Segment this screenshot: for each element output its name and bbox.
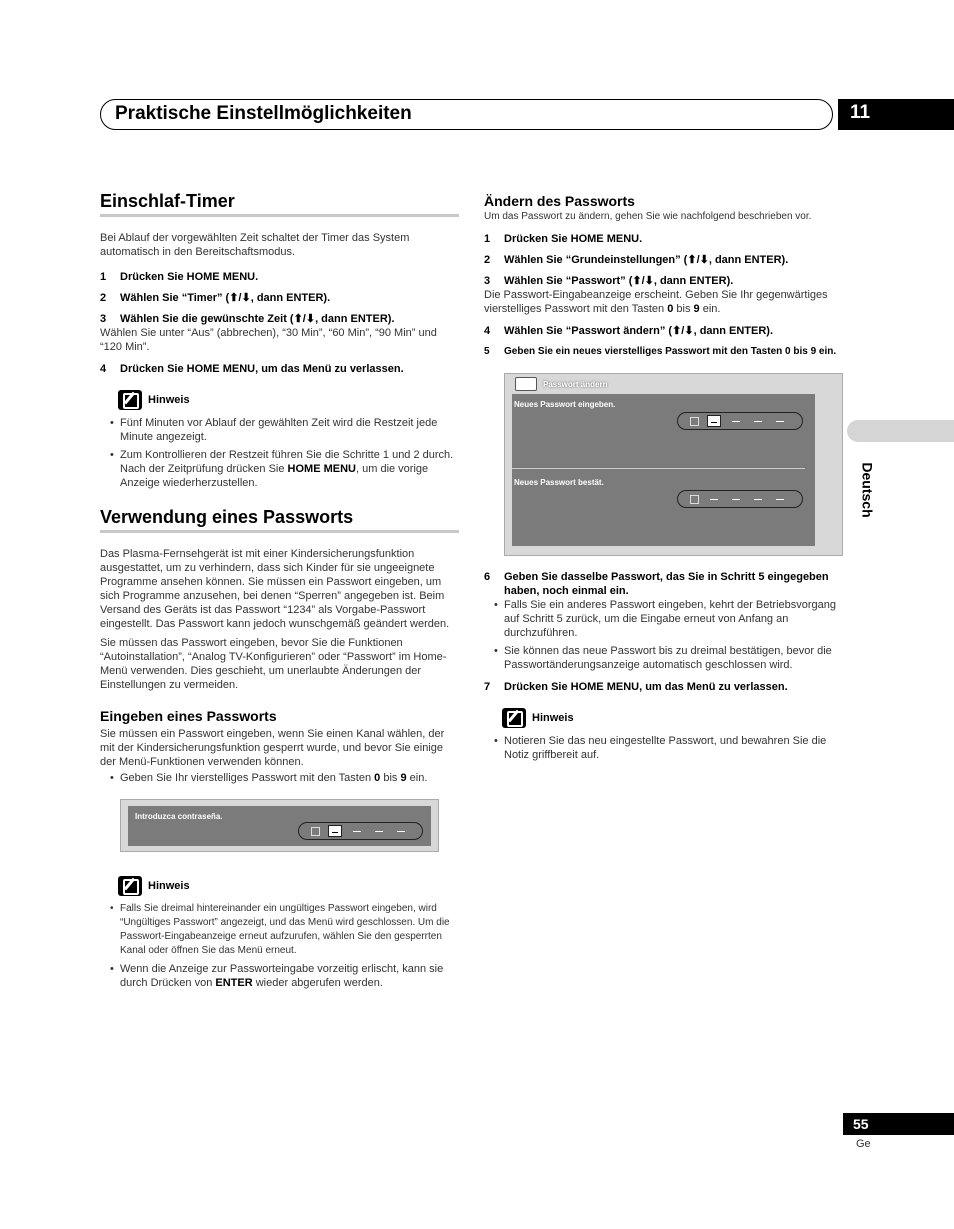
- password-digit: [773, 493, 787, 505]
- divider: [512, 468, 805, 469]
- screen-prompt: Introduzca contraseña.: [135, 812, 223, 821]
- keypad-icon: [690, 417, 699, 426]
- sleep-step-3: 3 Wählen Sie die gewünschte Zeit (⬆/⬇, dann ENTER).: [100, 313, 395, 325]
- change-step-6: 6 Geben Sie dasselbe Passwort, das Sie in Schritt 5 eingegeben haben, noch einmal ein.: [484, 571, 829, 597]
- change-step-1: 1 Drücken Sie HOME MENU.: [484, 233, 643, 245]
- section-title-sleep-timer: Einschlaf-Timer: [100, 194, 459, 217]
- change-step-7: 7 Drücken Sie HOME MENU, um das Menü zu verlassen.: [484, 681, 788, 693]
- sleep-step-2: 2 Wählen Sie “Timer” (⬆/⬇, dann ENTER).: [100, 292, 331, 304]
- menu-icon: [515, 377, 537, 391]
- note-header-1: [118, 390, 459, 410]
- note-list-2: [100, 902, 459, 990]
- sleep-step-4: 4 Drücken Sie HOME MENU, um das Menü zu verlassen.: [100, 363, 404, 375]
- new-password-label: Neues Passwort eingeben.: [514, 400, 616, 409]
- password-digit: [372, 825, 386, 837]
- password-paragraph-2: Sie müssen das Passwort eingeben, bevor Sie die Funktionen “Autoinstallation”, “Analog TV-Konfigurieren” oder “Passwort” im Home-Menü verwenden. Dies geschieht, um unerlaubte Änderungen der Einstellungen zu vermeiden.: [100, 637, 447, 691]
- screen-panel: [128, 806, 431, 846]
- step-6-item: • Sie können das neue Passwort bis zu dreimal bestätigen, bevor die Passwortänderungsanzeige automatisch geschlossen wird.: [484, 644, 844, 672]
- change-step-4: 4 Wählen Sie “Passwort ändern” (⬆/⬇, dann ENTER).: [484, 325, 774, 337]
- page-number-badge: [843, 1113, 954, 1135]
- note-item: • Fünf Minuten vor Ablauf der gewählten Zeit wird die Restzeit jede Minute angezeigt.: [100, 416, 459, 444]
- note-pencil-icon: [502, 708, 526, 728]
- password-digit: [751, 415, 765, 427]
- note-item: • Notieren Sie das neu eingestellte Passwort, und bewahren Sie die Notiz griffbereit auf.: [484, 734, 844, 762]
- screen-panel: [512, 394, 815, 546]
- subsection-change-password: Ändern des Passworts: [484, 193, 635, 209]
- password-paragraph-1: Das Plasma-Fernsehgerät ist mit einer Kindersicherungsfunktion ausgestattet, um zu verhindern, dass sich Kinder für sie ungeeignete Programme ansehen können. Sie müssen ein Passwort eingeben, um sich Programme anzusehen, bei denen “Sperren” angegeben ist. Beim Versand des Geräts ist das Passwort “1234” als Vorgabe-Passwort eingestellt. Das Passwort kann jedoch wunschgemäß geändert werden.: [100, 548, 450, 630]
- language-tab-label: Deutsch: [859, 462, 876, 518]
- password-digit: [773, 415, 787, 427]
- password-digit: [751, 493, 765, 505]
- keypad-icon: [690, 495, 699, 504]
- note-title: Hinweis: [148, 394, 190, 406]
- step-6-list: [484, 598, 844, 672]
- left-column: [100, 191, 459, 996]
- password-digit: [707, 493, 721, 505]
- confirm-password-label: Neues Passwort bestät.: [514, 478, 604, 487]
- note-item: • Wenn die Anzeige zur Passworteingabe vorzeitig erlischt, kann sie durch Drücken von ENTER wieder abgerufen werden.: [100, 962, 459, 990]
- enter-password-paragraph: Sie müssen ein Passwort eingeben, wenn Sie einen Kanal wählen, der mit der Kindersicherungsfunktion gesperrt wurde, und bevor Sie einige der Menü-Funktionen verwenden können.: [100, 728, 445, 768]
- header-bar: [100, 99, 833, 130]
- note-title: Hinweis: [532, 712, 574, 724]
- password-field[interactable]: [298, 822, 423, 840]
- note-header-3: [502, 708, 844, 728]
- subsection-enter-password: Eingeben eines Passworts: [100, 708, 277, 724]
- language-tab-label-box: [850, 464, 890, 524]
- chapter-number: 11: [850, 102, 871, 123]
- note-title: Hinweis: [148, 880, 190, 892]
- right-column: [484, 194, 844, 768]
- change-step-3-detail: Die Passwort-Eingabeanzeige erscheint. Geben Sie Ihr gegenwärtiges vierstelliges Passwort mit den Tasten 0 bis 9 ein.: [484, 289, 828, 315]
- password-digit: [394, 825, 408, 837]
- confirm-password-field[interactable]: [677, 490, 803, 508]
- page-number: 55: [853, 1116, 869, 1132]
- password-digit: [729, 415, 743, 427]
- password-digit: [707, 415, 721, 427]
- page-title: Praktische Einstellmöglichkeiten: [115, 103, 412, 124]
- enter-password-list: [100, 771, 459, 785]
- note-item: • Zum Kontrollieren der Restzeit führen Sie die Schritte 1 und 2 durch. Nach der Zeitprüfung drücken Sie HOME MENU, um die vorige Anzeige wiederherzustellen.: [100, 448, 459, 490]
- screen-title: Passwort ändern: [543, 380, 608, 389]
- password-digit: [350, 825, 364, 837]
- change-password-intro: Um das Passwort zu ändern, gehen Sie wie nachfolgend beschrieben vor.: [484, 211, 812, 222]
- section-title-password: Verwendung eines Passworts: [100, 510, 459, 533]
- password-entry-screen: [120, 799, 439, 852]
- keypad-icon: [311, 827, 320, 836]
- note-pencil-icon: [118, 390, 142, 410]
- sleep-step-3-detail: Wählen Sie unter “Aus” (abbrechen), “30 Min”, “60 Min”, “90 Min” und “120 Min”.: [100, 327, 437, 353]
- sleep-intro: Bei Ablauf der vorgewählten Zeit schaltet der Timer das System automatisch in den Bereitschaftsmodus.: [100, 232, 410, 258]
- change-step-3: 3 Wählen Sie “Passwort” (⬆/⬇, dann ENTER).: [484, 275, 734, 287]
- password-digit: [729, 493, 743, 505]
- note-list-3: [484, 734, 844, 762]
- chapter-badge: [838, 99, 954, 130]
- change-password-screen: [504, 373, 843, 556]
- step-6-item: • Falls Sie ein anderes Passwort eingeben, kehrt der Betriebsvorgang auf Schritt 5 zurück, um die Eingabe erneut von Anfang an durchzuführen.: [484, 598, 844, 640]
- sleep-step-1: 1 Drücken Sie HOME MENU.: [100, 271, 259, 283]
- new-password-field[interactable]: [677, 412, 803, 430]
- password-digit: [328, 825, 342, 837]
- enter-password-bullet: • Geben Sie Ihr vierstelliges Passwort mit den Tasten 0 bis 9 ein.: [100, 771, 459, 785]
- language-tab: [847, 420, 954, 442]
- note-pencil-icon: [118, 876, 142, 896]
- change-step-2: 2 Wählen Sie “Grundeinstellungen” (⬆/⬇, dann ENTER).: [484, 254, 789, 266]
- language-code: Ge: [856, 1138, 871, 1150]
- change-step-5: 5 Geben Sie ein neues vierstelliges Passwort mit den Tasten 0 bis 9 ein.: [484, 346, 837, 357]
- note-item: • Falls Sie dreimal hintereinander ein ungültiges Passwort eingeben, wird “Ungültiges Passwort” angezeigt, und das Menü wird geschlossen. Um die Passwort-Eingabeanzeige erneut aufzurufen, wählen Sie den gesperrten Kanal oder öffnen Sie das Menü erneut.: [100, 902, 459, 958]
- note-header-2: [118, 876, 459, 896]
- screen-title-bar: [505, 374, 842, 394]
- note-list-1: [100, 416, 459, 490]
